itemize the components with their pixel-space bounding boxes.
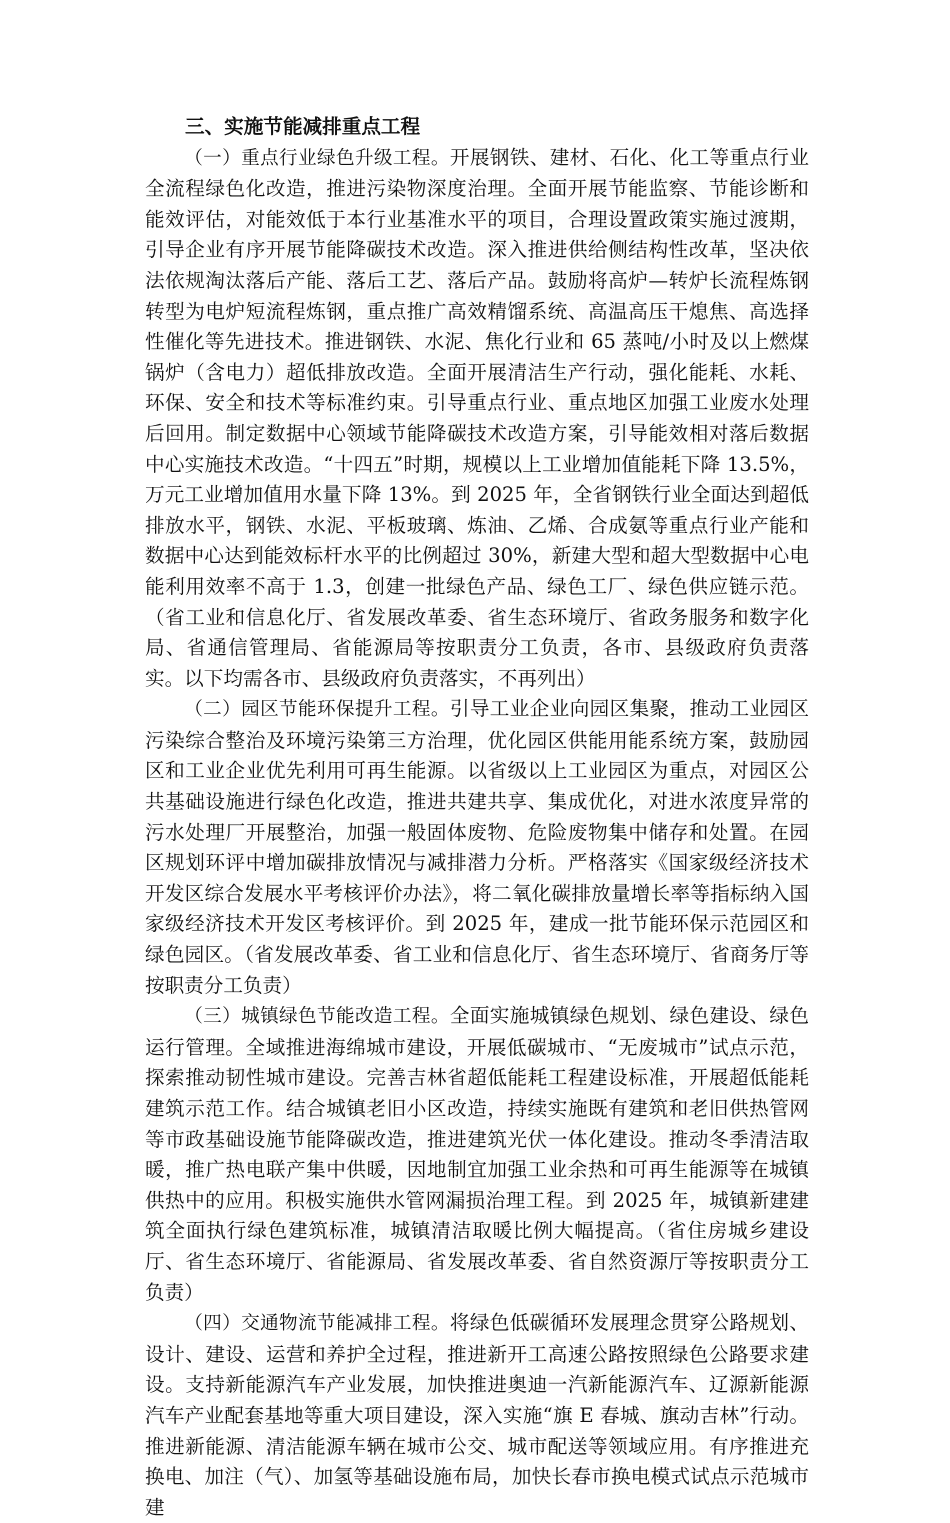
- paragraph-urban-renovation: [145, 1001, 809, 1308]
- paragraph-body: 引导工业企业向园区集聚，推动工业园区污染综合整治及环境污染第三方治理，优化园区供能用能系统方案，鼓励园区和工业企业优先利用可再生能源。以省级以上工业园区为重点，对园区公共基础设施进行绿色化改造，推进共建共享、集成优化，对进水浓度异常的污水处理厂开展整治，加强一般固体废物、危险废物集中储存和处置。在园区规划环评中增加碳排放情况与减排潜力分析。严格落实《国家级经济技术开发区综合发展水平考核评价办法》，将二氧化碳排放量增长率等指标纳入国家级经济技术开发区考核评价。到 2025 年，建成一批节能环保示范园区和绿色园区。（省发展改革委、省工业和信息化厅、省生态环境厅、省商务厅等按职责分工负责）: [145, 697, 810, 997]
- document-page: [145, 112, 809, 1523]
- section-heading: 三、实施节能减排重点工程: [185, 115, 421, 138]
- paragraph-body: 开展钢铁、建材、石化、化工等重点行业全流程绿色化改造，推进污染物深度治理。全面开展节能监察、节能诊断和能效评估，对能效低于本行业基准水平的项目，合理设置政策实施过渡期，引导企业有序开展节能降碳技术改造。深入推进供给侧结构性改革，坚决依法依规淘汰落后产能、落后工艺、落后产品。鼓励将高炉—转炉长流程炼钢转型为电炉短流程炼钢，重点推广高效精馏系统、高温高压干熄焦、高选择性催化等先进技术。推进钢铁、水泥、焦化行业和 65 蒸吨/小时及以上燃煤锅炉（含电力）超低排放改造。全面开展清洁生产行动，强化能耗、水耗、环保、安全和技术等标准约束。引导重点行业、重点地区加强工业废水处理后回用。制定数据中心领域节能降碳技术改造方案，引导能效相对落后数据中心实施技术改造。“十四五”时期，规模以上工业增加值能耗下降 13.5%，万元工业增加值用水量下降 13%。到 2025 年，全省钢铁行业全面达到超低排放水平，钢铁、水泥、平板玻璃、炼油、乙烯、合成氨等重点行业产能和数据中心达到能效标杆水平的比例超过 30%，新建大型和超大型数据中心电能利用效率不高于 1.3，创建一批绿色产品、绿色工厂、绿色供应链示范。（省工业和信息化厅、省发展改革委、省生态环境厅、省政务服务和数字化局、省通信管理局、省能源局等按职责分工负责，各市、县级政府负责落实。以下均需各市、县级政府负责落实，不再列出）: [145, 145, 810, 690]
- paragraph-title: （三）城镇绿色节能改造工程。: [184, 1006, 450, 1028]
- paragraph-industry-upgrade: [145, 143, 809, 695]
- paragraph-title: （四）交通物流节能减排工程。: [184, 1313, 450, 1335]
- paragraph-park-upgrade: [145, 694, 809, 1001]
- paragraph-body: 全面实施城镇绿色规划、绿色建设、绿色运行管理。全域推进海绵城市建设，开展低碳城市、“无废城市”试点示范，探索推动韧性城市建设。完善吉林省超低能耗工程建设标准，开展超低能耗建筑示范工作。结合城镇老旧小区改造，持续实施既有建筑和老旧供热管网等市政基础设施节能降碳改造，推进建筑光伏一体化建设。推动冬季清洁取暖，推广热电联产集中供暖，因地制宜加强工业余热和可再生能源等在城镇供热中的应用。积极实施供水管网漏损治理工程。到 2025 年，城镇新建建筑全面执行绿色建筑标准，城镇清洁取暖比例大幅提高。（省住房城乡建设厅、省生态环境厅、省能源局、省发展改革委、省自然资源厅等按职责分工负责）: [145, 1004, 810, 1304]
- paragraph-body: 将绿色低碳循环发展理念贯穿公路规划、设计、建设、运营和养护全过程，推进新开工高速公路按照绿色公路要求建设。支持新能源汽车产业发展，加快推进奥迪一汽新能源汽车、辽源新能源汽车产业配套基地等重大项目建设，深入实施“旗 E 春城、旗动吉林”行动。推进新能源、清洁能源车辆在城市公交、城市配送等领域应用。有序推进充换电、加注（气）、加氢等基础设施布局，加快长春市换电模式试点示范城市建: [145, 1311, 810, 1519]
- paragraph-title: （二）园区节能环保提升工程。: [184, 699, 450, 721]
- paragraph-transport-logistics: [145, 1308, 809, 1523]
- paragraph-title: （一）重点行业绿色升级工程。: [184, 147, 450, 169]
